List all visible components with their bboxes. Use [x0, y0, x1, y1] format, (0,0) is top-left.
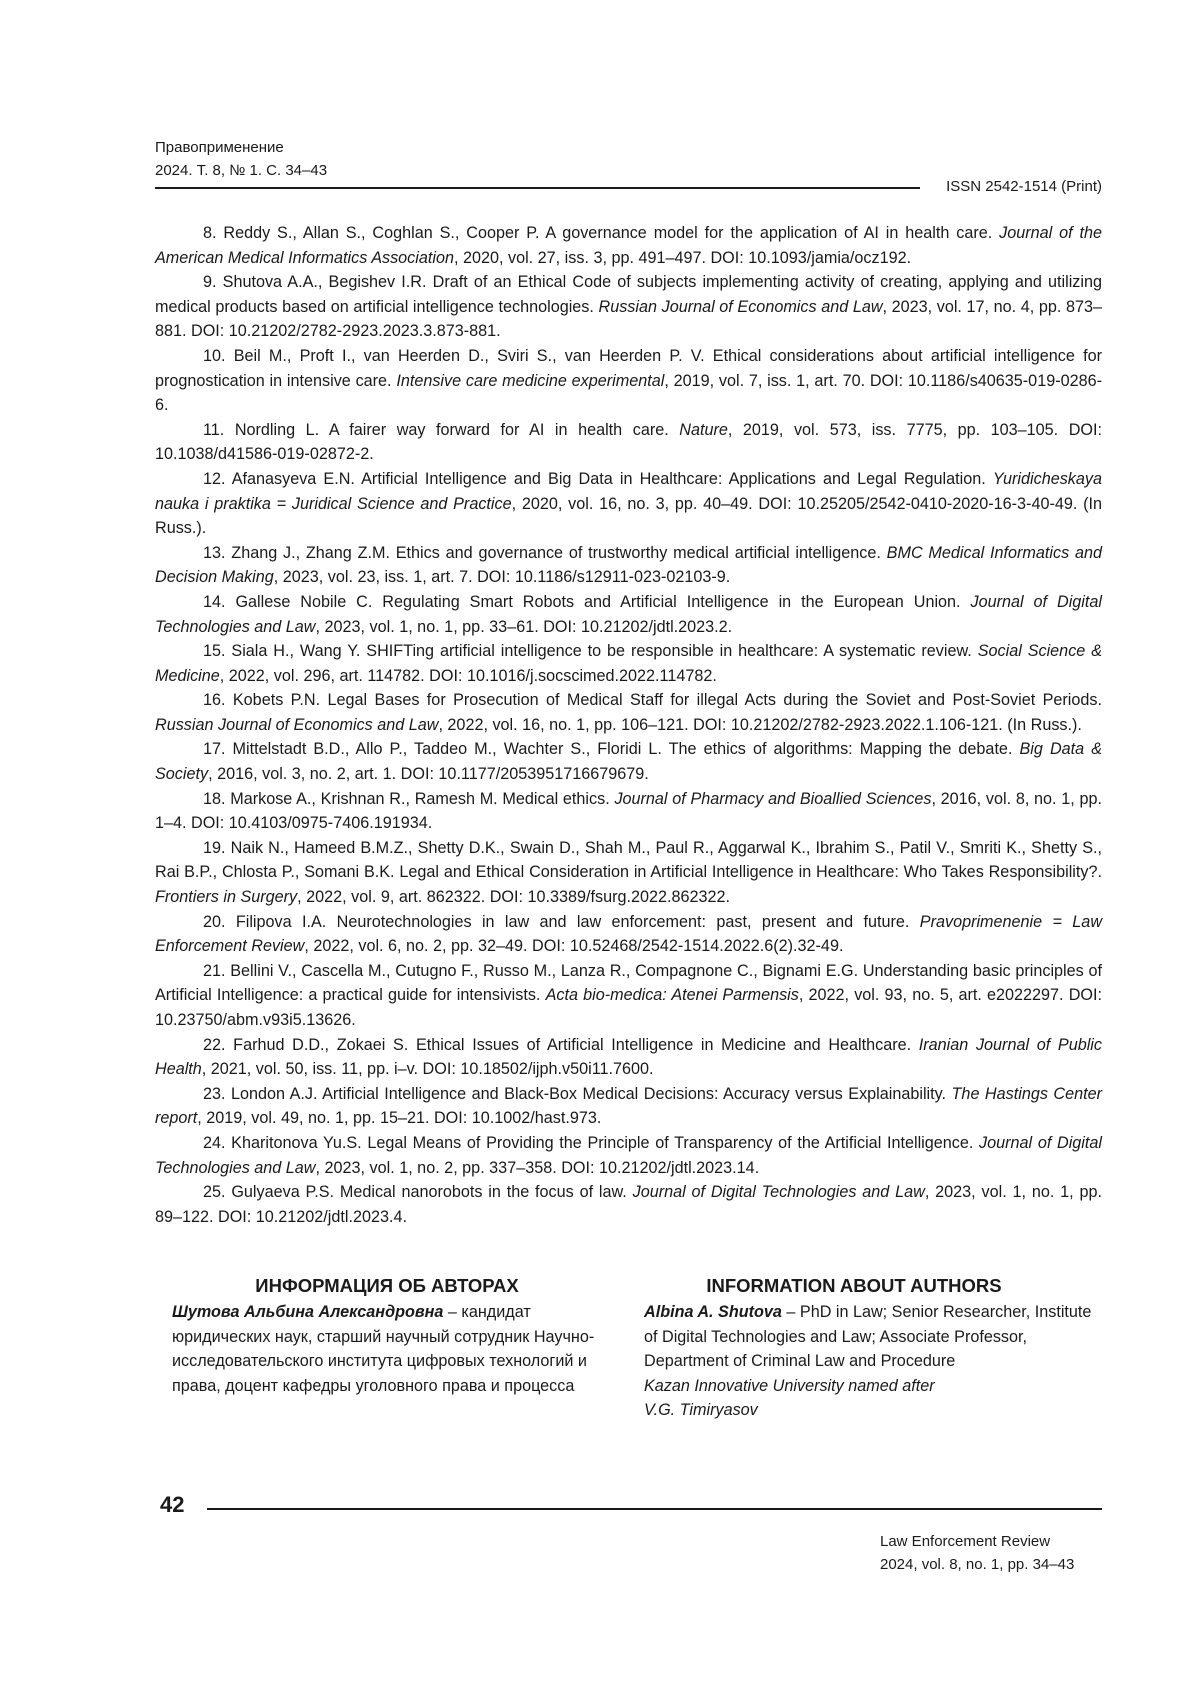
header-journal-title: Правоприменение: [155, 139, 284, 156]
reference-text: 24. Kharitonova Yu.S. Legal Means of Providing the Principle of Transparency of the Artificial Intelligence.: [203, 1133, 980, 1152]
reference-item: [155, 270, 1102, 344]
reference-item: [155, 639, 1102, 688]
reference-text: 21. Bellini V., Cascella M., Cutugno F., Russo M., Lanza R., Compagnone C., Bignami E.G. Understanding basic principles of Artificial Intelligence: a practical guide for intensivists.: [155, 961, 1102, 1005]
reference-text: 25. Gulyaeva P.S. Medical nanorobots in the focus of law.: [203, 1183, 633, 1202]
author-en-affiliation-line2: V.G. Timiryasov: [644, 1401, 758, 1420]
reference-journal: Intensive care medicine experimental: [396, 371, 665, 390]
reference-item: [155, 1033, 1102, 1082]
reference-journal: Frontiers in Surgery: [155, 888, 298, 907]
reference-details: , 2019, vol. 7, iss. 1, art. 70. DOI: 10.1186/s40635-019-0286-6.: [155, 371, 1102, 415]
reference-text: 15. Siala H., Wang Y. SHIFTing artificial intelligence to be responsible in healthcare: A systematic review.: [203, 642, 978, 661]
footer-rule: [207, 1508, 1102, 1510]
reference-journal: Nature: [679, 420, 728, 439]
reference-journal: Journal of Digital Technologies and Law: [155, 1133, 1102, 1177]
header-issn: ISSN 2542-1514 (Print): [946, 178, 1102, 195]
reference-text: 19. Naik N., Hameed B.M.Z., Shetty D.K., Swain D., Shah M., Paul R., Aggarwal K., Ibrahim S., Patil V., Smriti K., Shetty S., Rai B.P., Chlosta P., Somani B.K. Legal and Ethical Consideration in Artificial Intelligence in Healthcare: Who Takes Responsibility?.: [155, 838, 1102, 882]
reference-text: 17. Mittelstadt B.D., Allo P., Taddeo M., Wachter S., Floridi L. The ethics of algorithms: Mapping the debate.: [203, 740, 1020, 759]
reference-item: [155, 688, 1102, 737]
author-en-affiliation-line1: Kazan Innovative University named after: [644, 1376, 935, 1395]
author-ru-name: Шутова Альбина Александровна: [172, 1303, 444, 1321]
authors-ru-heading: ИНФОРМАЦИЯ ОБ АВТОРАХ: [255, 1275, 519, 1296]
reference-journal: Russian Journal of Economics and Law: [155, 715, 439, 734]
reference-journal: Journal of Pharmacy and Bioallied Sciences: [614, 789, 932, 808]
reference-text: 23. London A.J. Artificial Intelligence and Black-Box Medical Decisions: Accuracy versus Explainability.: [203, 1084, 952, 1103]
reference-details: , 2021, vol. 50, iss. 11, pp. i–v. DOI: 10.18502/ijph.v50i11.7600.: [201, 1060, 654, 1079]
reference-journal: Social Science & Medicine: [155, 642, 1102, 685]
reference-text: 8. Reddy S., Allan S., Coghlan S., Cooper P. A governance model for the application of AI in health care.: [203, 224, 1000, 242]
reference-journal: Pravoprimenenie = Law Enforcement Review: [155, 912, 1103, 956]
reference-text: 18. Markose A., Krishnan R., Ramesh M. Medical ethics.: [203, 789, 615, 808]
reference-text: 16. Kobets P.N. Legal Bases for Prosecution of Medical Staff for illegal Acts during the Soviet and Post-Soviet Periods.: [203, 691, 1102, 710]
reference-details: , 2022, vol. 93, no. 5, art. e2022297. DOI: 10.23750/abm.v93i5.13626.: [155, 986, 1102, 1029]
reference-details: , 2023, vol. 1, no. 1, pp. 33–61. DOI: 10.21202/jdtl.2023.2.: [315, 617, 733, 636]
reference-details: , 2023, vol. 17, no. 4, pp. 873–881. DOI: 10.21202/2782-2923.2023.3.873-881.: [155, 297, 1103, 341]
reference-text: 12. Afanasyeva E.N. Artificial Intelligence and Big Data in Healthcare: Applications and Legal Regulation.: [203, 469, 993, 488]
reference-item: [155, 1082, 1102, 1131]
reference-item: [155, 910, 1102, 959]
authors-en-bio: [644, 1300, 1104, 1374]
reference-journal: Journal of the American Medical Informatics Association: [155, 224, 1102, 267]
reference-item: [155, 221, 1102, 270]
authors-ru-bio: [172, 1300, 602, 1398]
reference-journal: Journal of Digital Technologies and Law: [632, 1183, 925, 1202]
reference-details: , 2016, vol. 8, no. 1, pp. 1–4. DOI: 10.4103/0975-7406.191934.: [155, 789, 1103, 833]
authors-en-column: [644, 1274, 1104, 1423]
running-footer: [880, 1530, 1074, 1576]
reference-item: [155, 1180, 1102, 1229]
header-issue-info: 2024. Т. 8, № 1. С. 34–43: [155, 162, 328, 179]
reference-details: , 2023, vol. 1, no. 1, pp. 89–122. DOI: 10.21202/jdtl.2023.4.: [155, 1183, 1103, 1226]
reference-journal: Iranian Journal of Public Health: [155, 1035, 1102, 1079]
reference-details: , 2023, vol. 1, no. 2, pp. 337–358. DOI: 10.21202/jdtl.2023.14.: [315, 1158, 760, 1177]
reference-journal: Yuridicheskaya nauka i praktika = Juridical Science and Practice: [155, 469, 1102, 513]
reference-details: , 2016, vol. 3, no. 2, art. 1. DOI: 10.1177/2053951716679679.: [208, 765, 649, 784]
reference-details: , 2020, vol. 16, no. 3, pp. 40–49. DOI: 10.25205/2542-0410-2020-16-3-40-49. (In Russ.).: [155, 494, 1103, 538]
reference-text: 13. Zhang J., Zhang Z.M. Ethics and governance of trustworthy medical artificial intelligence.: [203, 543, 887, 562]
reference-list: [155, 221, 1102, 1229]
reference-item: [155, 344, 1102, 418]
running-header: [155, 136, 327, 182]
authors-ru-column: [172, 1274, 602, 1398]
reference-details: , 2022, vol. 296, art. 114782. DOI: 10.1016/j.socscimed.2022.114782.: [219, 666, 717, 685]
reference-item: [155, 467, 1102, 541]
reference-journal: The Hastings Center report: [155, 1084, 1102, 1128]
reference-item: [155, 541, 1102, 590]
footer-journal-title: Law Enforcement Review: [880, 1533, 1051, 1550]
reference-item: [155, 1131, 1102, 1180]
reference-details: , 2023, vol. 23, iss. 1, art. 7. DOI: 10.1186/s12911-023-02103-9.: [273, 568, 731, 587]
reference-text: 22. Farhud D.D., Zokaei S. Ethical Issues of Artificial Intelligence in Medicine and Healthcare.: [203, 1035, 919, 1054]
reference-text: 11. Nordling L. A fairer way forward for AI in health care.: [203, 420, 680, 439]
reference-text: 10. Beil M., Proft I., van Heerden D., Sviri S., van Heerden P. V. Ethical considerations about artificial intelligence for prognostication in intensive care.: [155, 346, 1102, 390]
reference-text: 9. Shutova A.A., Begishev I.R. Draft of an Ethical Code of subjects implementing activity of creating, applying and utilizing medical products based on artificial intelligence technologies.: [155, 273, 1102, 316]
author-en-name: Albina A. Shutova: [644, 1303, 782, 1321]
reference-details: , 2019, vol. 49, no. 1, pp. 15–21. DOI: 10.1002/hast.973.: [197, 1109, 602, 1128]
author-ru-description: – кандидат юридических наук, старший научный сотрудник Научно-исследовательского института цифровых технологий и права, доцент кафедры уголовного права и процесса: [172, 1303, 595, 1395]
reference-journal: Acta bio-medica: Atenei Parmensis: [545, 986, 799, 1005]
reference-item: [155, 590, 1102, 639]
reference-item: [155, 836, 1102, 910]
reference-journal: BMC Medical Informatics and Decision Making: [155, 543, 1102, 587]
reference-text: 20. Filipova I.A. Neurotechnologies in law and law enforcement: past, present and future.: [203, 912, 920, 931]
reference-journal: Journal of Digital Technologies and Law: [155, 592, 1102, 636]
reference-details: , 2022, vol. 9, art. 862322. DOI: 10.3389/fsurg.2022.862322.: [297, 888, 731, 907]
reference-details: , 2022, vol. 16, no. 1, pp. 106–121. DOI: 10.21202/2782-2923.2022.1.106-121. (In Russ.).: [438, 715, 1082, 734]
reference-item: [155, 787, 1102, 836]
reference-details: , 2020, vol. 27, iss. 3, pp. 491–497. DOI: 10.1093/jamia/ocz192.: [453, 248, 912, 267]
header-rule: [155, 187, 920, 189]
reference-item: [155, 959, 1102, 1033]
reference-details: , 2019, vol. 573, iss. 7775, pp. 103–105. DOI: 10.1038/d41586-019-02872-2.: [155, 420, 1102, 464]
footer-issue-info: 2024, vol. 8, no. 1, pp. 34–43: [880, 1556, 1075, 1573]
reference-item: [155, 418, 1102, 467]
reference-item: [155, 737, 1102, 786]
reference-journal: Russian Journal of Economics and Law: [598, 297, 883, 316]
authors-en-heading: INFORMATION ABOUT AUTHORS: [706, 1275, 1002, 1296]
reference-journal: Big Data & Society: [155, 740, 1102, 784]
reference-text: 14. Gallese Nobile C. Regulating Smart Robots and Artificial Intelligence in the European Union.: [203, 592, 971, 611]
author-en-description: – PhD in Law; Senior Researcher, Institute of Digital Technologies and Law; Associate Professor, Department of Criminal Law and Procedure: [644, 1303, 1092, 1371]
page-number: 42: [160, 1492, 185, 1517]
reference-details: , 2022, vol. 6, no. 2, pp. 32–49. DOI: 10.52468/2542-1514.2022.6(2).32-49.: [304, 937, 844, 956]
